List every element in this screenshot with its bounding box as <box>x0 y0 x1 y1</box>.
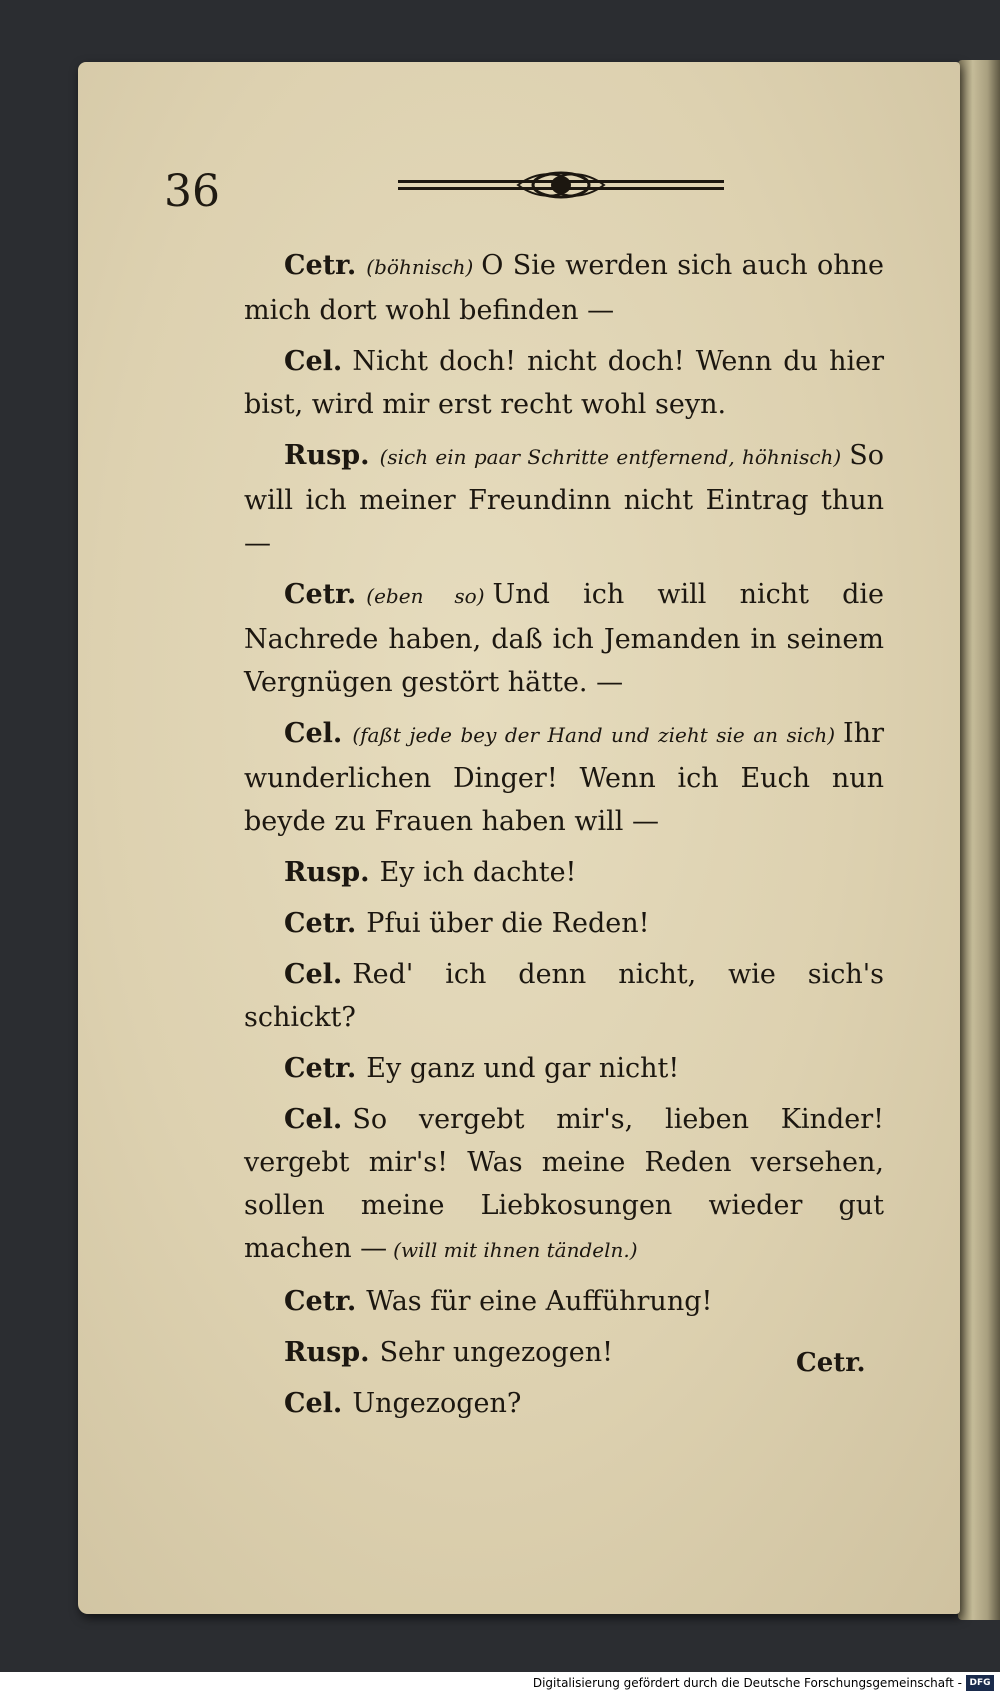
ornament-rule-icon <box>398 168 724 202</box>
speaker-name: Cetr. <box>284 908 357 939</box>
catchword: Cetr. <box>796 1348 866 1378</box>
speech-1 <box>244 244 884 332</box>
speech-11 <box>244 1280 884 1323</box>
speaker-name: Cel. <box>284 718 343 749</box>
footer-bar <box>0 1672 1000 1696</box>
speaker-name: Cetr. <box>284 579 357 610</box>
page-number: 36 <box>164 166 220 217</box>
speech-7 <box>244 902 884 945</box>
speech-4 <box>244 573 884 704</box>
stage-direction: (eben so) <box>366 584 485 608</box>
speech-5 <box>244 712 884 843</box>
stage-direction: (sich ein paar Schritte entfernend, höhnisch) <box>379 445 842 469</box>
speech-text: Sehr ungezogen! <box>379 1337 613 1368</box>
speech-text: Ihr wunderlichen Dinger! Wenn ich Euch nun beyde zu Frauen haben will — <box>244 718 884 837</box>
speech-text: Ey ich dachte! <box>379 857 577 888</box>
stage-direction: (will mit ihnen tändeln.) <box>393 1238 638 1262</box>
speech-text: Und ich will nicht die Nachrede haben, daß ich Jemanden in seinem Vergnügen gestört hätte. — <box>244 579 885 698</box>
speech-text: Was für eine Aufführung! <box>366 1286 713 1317</box>
speaker-name: Rusp. <box>284 1337 370 1368</box>
footer-credit: Digitalisierung gefördert durch die Deutsche Forschungsgemeinschaft - <box>532 1676 962 1690</box>
speech-text: Pfui über die Reden! <box>366 908 650 939</box>
speech-8 <box>244 953 884 1039</box>
speech-2 <box>244 340 884 426</box>
dialogue-text <box>244 244 884 1433</box>
speech-text: So will ich meiner Freundinn nicht Eintrag thun — <box>244 440 884 559</box>
speech-9 <box>244 1047 884 1090</box>
speaker-name: Rusp. <box>284 440 370 471</box>
speaker-name: Cel. <box>284 1104 343 1135</box>
speech-text: Red' ich denn nicht, wie sich's schickt? <box>244 959 884 1033</box>
speaker-name: Cel. <box>284 1388 343 1419</box>
speech-3 <box>244 434 884 565</box>
speaker-name: Cetr. <box>284 1053 357 1084</box>
speech-text: So vergebt mir's, lieben Kinder! vergebt mir's! Was meine Reden versehen, sollen meine Liebkosungen wieder gut machen — <box>244 1104 884 1264</box>
stage-direction: (böhnisch) <box>366 255 474 279</box>
speech-text: Ey ganz und gar nicht! <box>366 1053 680 1084</box>
speaker-name: Cetr. <box>284 250 357 281</box>
speech-text: Ungezogen? <box>352 1388 522 1419</box>
speaker-name: Cel. <box>284 959 343 990</box>
speech-text: O Sie werden sich auch ohne mich dort wohl befinden — <box>244 250 884 326</box>
speaker-name: Cel. <box>284 346 343 377</box>
speech-6 <box>244 851 884 894</box>
speech-10 <box>244 1098 884 1272</box>
speech-text: Nicht doch! nicht doch! Wenn du hier bist, wird mir erst recht wohl seyn. <box>244 346 884 420</box>
stage-direction: (faßt jede bey der Hand und zieht sie an sich) <box>352 723 836 747</box>
dfg-logo-icon: DFG <box>966 1675 994 1691</box>
speech-12 <box>244 1331 884 1374</box>
speaker-name: Cetr. <box>284 1286 357 1317</box>
next-page-edge <box>958 60 1000 1620</box>
speech-13 <box>244 1382 884 1425</box>
speaker-name: Rusp. <box>284 857 370 888</box>
